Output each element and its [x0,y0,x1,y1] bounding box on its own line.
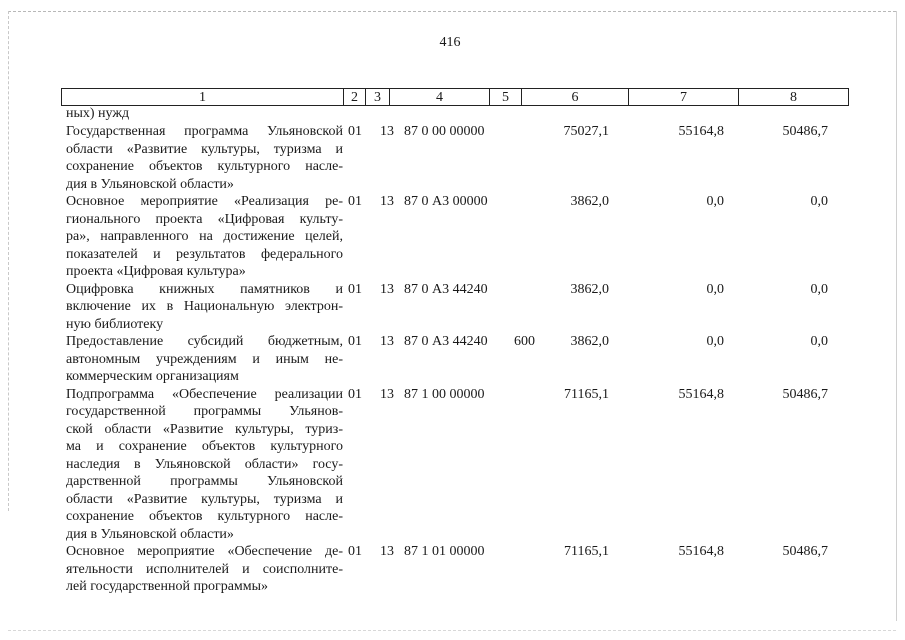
row-name-line: коммерческим организациям [66,369,239,384]
page-edge-bottom [8,630,896,631]
row-name-line: Оцифровка книжных памятников и [66,281,343,297]
continuation-text: ных) нужд [66,106,130,121]
cell-amount-col8: 50486,7 [782,386,828,402]
cell-section: 01 [348,281,362,297]
cell-amount-col6: 71165,1 [564,544,609,559]
page-edge-left [8,11,9,511]
cell-amount-col8: 50486,7 [782,544,828,559]
cell-amount-col6: 71165,1 [564,386,609,402]
table-row [61,386,851,544]
page-edge-right [896,11,897,621]
header-col-6: 6 [522,89,629,106]
cell-amount-col7: 0,0 [706,281,724,297]
row-name-line: дия в Ульяновской области» [66,176,234,192]
table-body [61,123,851,596]
header-col-5: 5 [490,89,522,106]
row-name-line: дарственной программы Ульяновской [66,474,343,489]
cell-subsection: 13 [380,386,394,402]
row-name-line: ра», направленного на достижение целей, [66,229,343,244]
row-name-line: проекта «Цифровая культура» [66,264,246,279]
cell-subsection: 13 [380,334,394,349]
row-name-line: лей государственной программы» [66,579,269,594]
row-name-line: показателей и результатов федерального [66,246,343,262]
header-col-3: 3 [366,89,390,106]
cell-subsection: 13 [380,281,394,297]
cell-amount-col7: 0,0 [706,334,724,349]
cell-amount-col6: 75027,1 [563,124,609,139]
cell-amount-col6: 3862,0 [570,194,609,209]
row-name-line: ную библиотеку [66,316,164,332]
row-name-line: гионального проекта «Цифровая культу- [66,211,343,227]
cell-target-article: 87 0 А3 00000 [404,194,488,209]
cell-amount-col6: 3862,0 [570,281,609,297]
cell-amount-col8: 0,0 [810,194,828,209]
table-row [61,193,851,281]
cell-section: 01 [348,334,362,349]
row-name-line: ской области «Развитие культуры, туриз- [66,421,343,437]
row-name-line: включение их в Национальную электрон- [66,299,343,314]
row-name-line: Предоставление субсидий бюджетным, [66,334,343,349]
row-name-line: Государственная программа Ульяновской [66,124,343,139]
cell-target-article: 87 1 01 00000 [404,544,485,559]
header-col-2: 2 [344,89,366,106]
row-name-line: автономным учреждениям и иным не- [66,351,343,367]
row-name-line: области «Развитие культуры, туризма и [66,491,343,507]
header-col-7: 7 [629,89,739,106]
row-name-line: наследия в Ульяновской области» госу- [66,456,343,472]
cell-section: 01 [348,194,362,209]
row-name [61,123,343,193]
cell-amount-col8: 50486,7 [782,124,828,139]
table-row [61,333,851,386]
row-name-line: дия в Ульяновской области» [66,526,234,542]
cell-amount-col7: 55164,8 [678,124,724,139]
row-name-line: ятельности исполнителей и соисполните- [66,561,343,577]
cell-amount-col7: 55164,8 [678,386,724,402]
table-row [61,543,851,596]
table-row [61,281,851,334]
row-name [61,386,343,544]
row-name-line: области «Развитие культуры, туризма и [66,141,343,157]
header-col-4: 4 [390,89,490,106]
row-name-line: государственной программы Ульянов- [66,404,343,419]
cell-subsection: 13 [380,124,394,139]
row-name-line: Основное мероприятие «Обеспечение де- [66,544,343,559]
cell-target-article: 87 0 А3 44240 [404,281,488,297]
cell-amount-col8: 0,0 [810,334,828,349]
row-name [61,333,343,386]
row-name [61,193,343,281]
cell-amount-col7: 55164,8 [678,544,724,559]
cell-amount-col7: 0,0 [706,194,724,209]
table-header [61,88,849,106]
header-col-1: 1 [62,89,344,106]
cell-section: 01 [348,124,362,139]
page-edge-top [8,11,896,12]
row-name-line: ма и сохранение объектов культурного [66,439,343,454]
cell-expense-type: 600 [514,334,535,349]
table-row [61,123,851,193]
row-name-line: Основное мероприятие «Реализация ре- [66,194,343,209]
cell-section: 01 [348,386,362,402]
header-col-8: 8 [739,89,849,106]
cell-target-article: 87 0 00 00000 [404,124,485,139]
cell-subsection: 13 [380,544,394,559]
row-name [61,281,343,334]
row-name-line: Подпрограмма «Обеспечение реализации [66,386,343,402]
cell-target-article: 87 1 00 00000 [404,386,485,402]
page-number: 416 [439,35,461,50]
cell-target-article: 87 0 А3 44240 [404,334,488,349]
cell-amount-col8: 0,0 [810,281,828,297]
cell-subsection: 13 [380,194,394,209]
row-name-line: сохранение объектов культурного насле- [66,159,343,174]
cell-amount-col6: 3862,0 [570,334,609,349]
row-name-line: сохранение объектов культурного насле- [66,509,343,524]
row-name [61,543,343,596]
cell-section: 01 [348,544,362,559]
